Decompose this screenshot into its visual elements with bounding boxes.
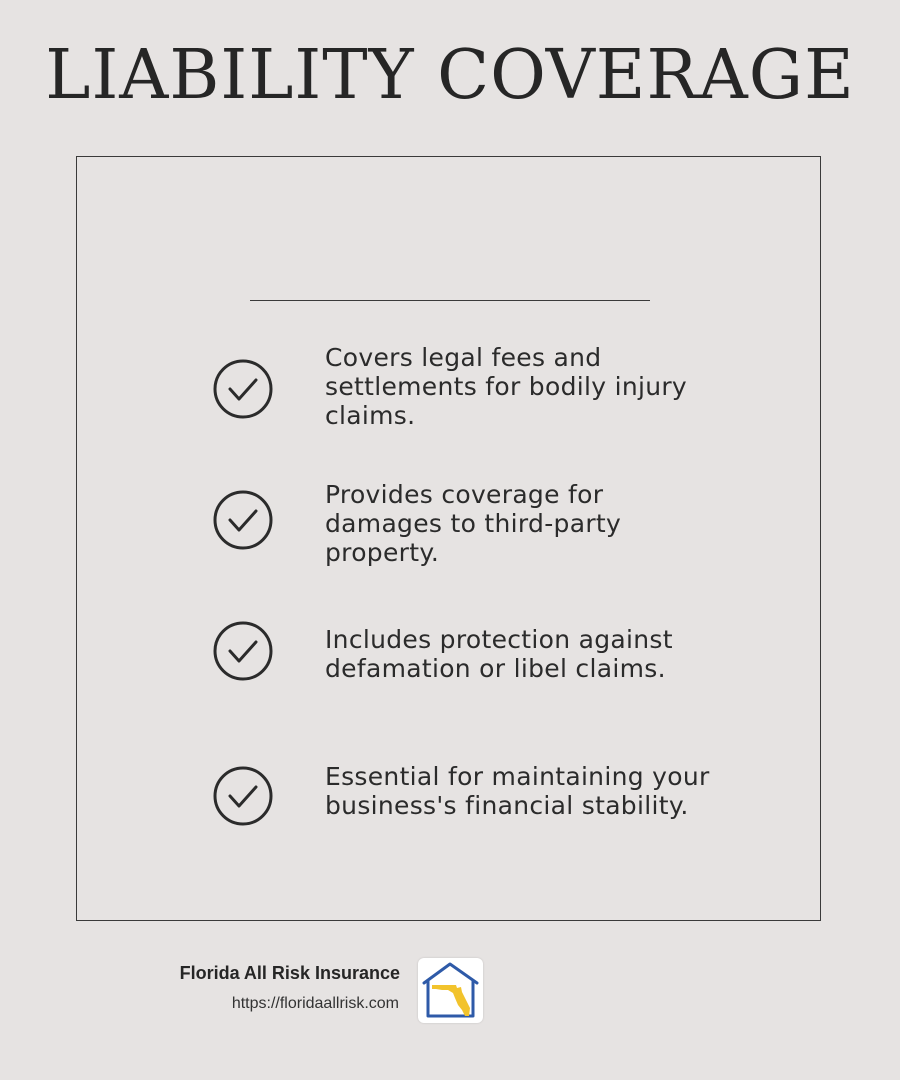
company-name: Florida All Risk Insurance (179, 963, 400, 983)
divider-line (250, 300, 650, 301)
item-text: Includes protection against defamation or libel claims. (325, 625, 673, 683)
check-circle-icon (212, 489, 274, 551)
item-text: Provides coverage for damages to third-party property. (325, 480, 622, 567)
house-florida-logo-icon (418, 958, 483, 1023)
check-circle-icon (212, 358, 274, 420)
page-title: LIABILITY COVERAGE (45, 36, 855, 115)
company-url[interactable]: https://floridaallrisk.com (231, 995, 399, 1012)
item-text: Essential for maintaining your business's financial stability. (325, 762, 710, 820)
item-text: Covers legal fees and settlements for bodily injury claims. (325, 343, 688, 430)
check-circle-icon (212, 765, 274, 827)
check-circle-icon (212, 620, 274, 682)
